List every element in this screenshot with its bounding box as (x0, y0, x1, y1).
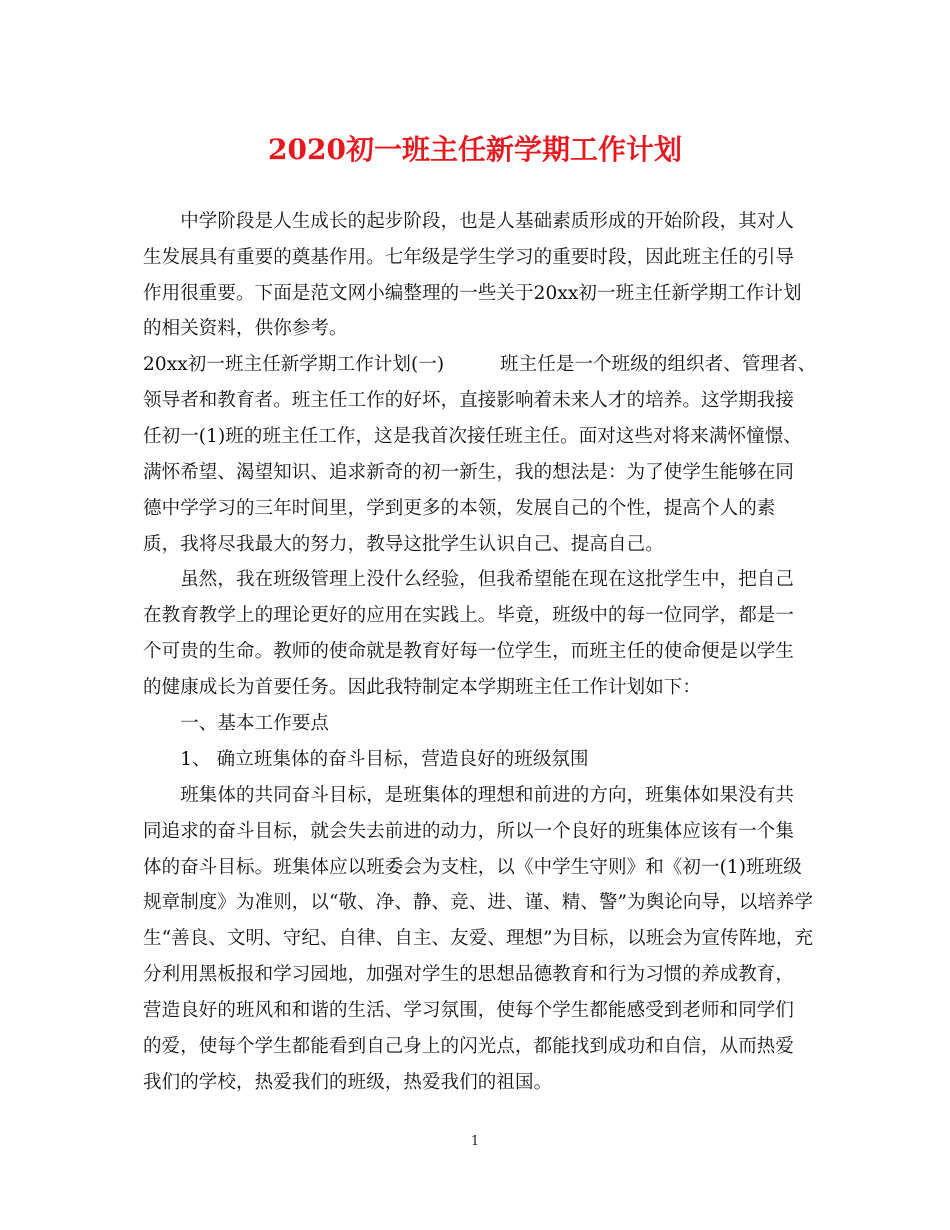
body-line: 作用很重要。下面是范文网小编整理的一些关于20xx初一班主任新学期工作计划 (143, 283, 802, 304)
body-line: 个可贵的生命。教师的使命就是教育好每一位学生，而班主任的使命便是以学生 (143, 641, 795, 662)
body-line: 分利用黑板报和学习园地，加强对学生的思想品德教育和行为习惯的养成教育， (143, 964, 795, 985)
body-line: 营造良好的班风和和谐的生活、学习氛围，使每个学生都能感受到老师和同学们 (143, 1000, 795, 1021)
body-line: 生“善良、文明、守纪、自律、自主、友爱、理想”为目标，以班会为宣传阵地，充 (143, 928, 814, 949)
subsection-heading: 1、 确立班集体的奋斗目标，营造良好的班级氛围 (143, 749, 589, 770)
body-line: 质，我将尽我最大的努力，教导这批学生认识自己、提高自己。 (143, 534, 664, 555)
body-line: 的健康成长为首要任务。因此我特制定本学期班主任工作计划如下： (143, 677, 702, 698)
page-number: 1 (470, 1134, 480, 1149)
body-line: 生发展具有重要的奠基作用。七年级是学生学习的重要时段，因此班主任的引导 (143, 247, 795, 268)
body-line: 中学阶段是人生成长的起步阶段，也是人基础素质形成的开始阶段，其对人 (143, 211, 795, 232)
body-line: 我们的学校，热爱我们的班级，热爱我们的祖国。 (143, 1072, 553, 1093)
body-line: 规章制度》为准则，以“敬、净、静、竞、进、谨、精、警”为舆论向导，以培养学 (143, 892, 814, 913)
body-line: 班集体的共同奋斗目标，是班集体的理想和前进的方向，班集体如果没有共 (143, 785, 795, 806)
body-line: 任初一(1)班的班主任工作，这是我首次接任班主任。面对这些对将来满怀憧憬、 (143, 426, 802, 447)
body-line: 在教育教学上的理论更好的应用在实践上。毕竟，班级中的每一位同学，都是一 (143, 605, 795, 626)
document-title: 2020初一班主任新学期工作计划 (268, 133, 682, 166)
body-line: 体的奋斗目标。班集体应以班委会为支柱，以《中学生守则》和《初一(1)班班级 (143, 857, 802, 878)
body-line: 20xx初一班主任新学期工作计划(一) 班主任是一个班级的组织者、管理者、 (143, 354, 817, 375)
section-heading: 一、基本工作要点 (143, 713, 330, 734)
body-line: 的爱，使每个学生都能看到自己身上的闪光点，都能找到成功和自信，从而热爱 (143, 1036, 795, 1057)
body-line: 同追求的奋斗目标，就会失去前进的动力，所以一个良好的班集体应该有一个集 (143, 821, 795, 842)
body-line: 领导者和教育者。班主任工作的好坏，直接影响着未来人才的培养。这学期我接 (143, 390, 795, 411)
body-line: 虽然，我在班级管理上没什么经验，但我希望能在现在这批学生中，把自己 (143, 569, 795, 590)
body-line: 的相关资料，供你参考。 (143, 318, 348, 339)
body-line: 德中学学习的三年时间里，学到更多的本领，发展自己的个性，提高个人的素 (143, 498, 776, 519)
body-line: 满怀希望、渴望知识、追求新奇的初一新生，我的想法是：为了使学生能够在同 (143, 462, 795, 483)
